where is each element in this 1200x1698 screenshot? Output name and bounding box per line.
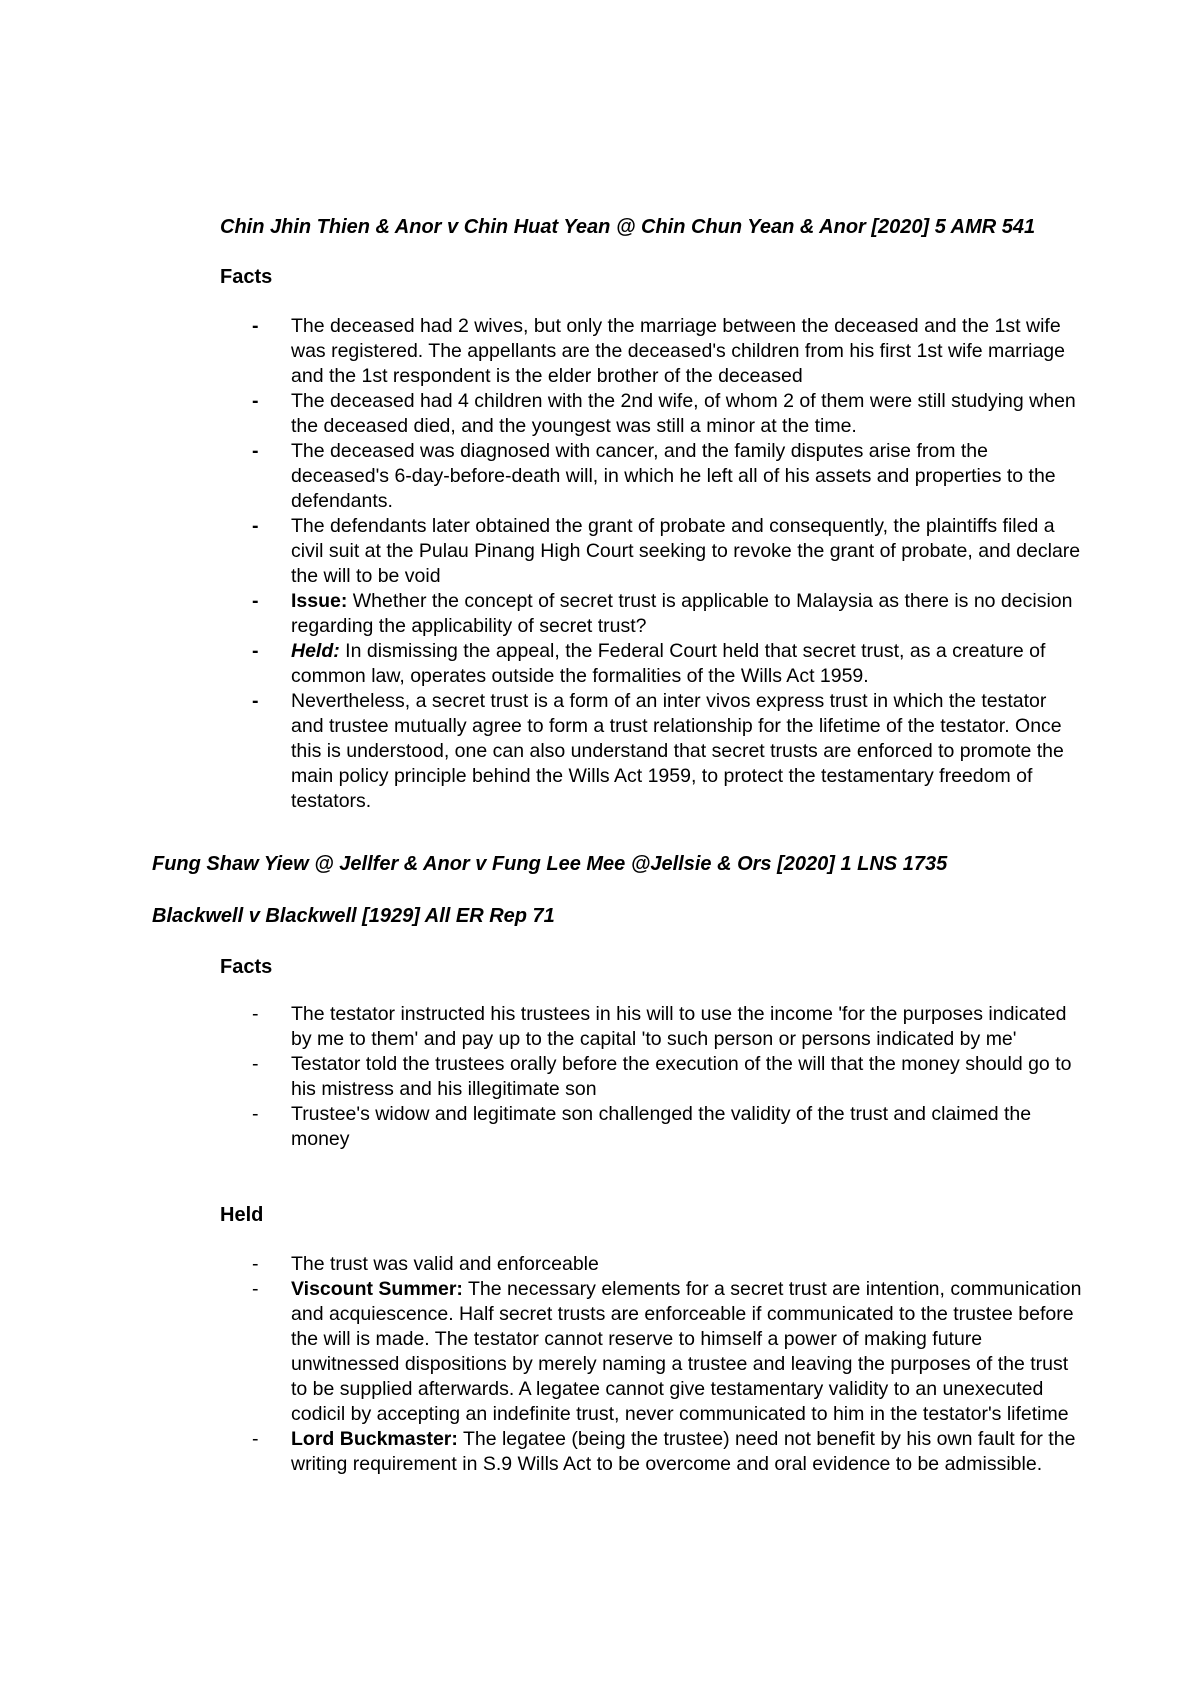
dash-marker: - bbox=[252, 1103, 259, 1125]
dash-marker: - bbox=[252, 1278, 259, 1300]
bullet-text: Whether the concept of secret trust is applicable to Malaysia as there is no decision regarding the applicability of secret trust? bbox=[291, 590, 1073, 637]
bullet-text: The legatee (being the trustee) need not benefit by his own fault for the writing requirement in S.9 Wills Act to be overcome and oral evidence to be admissible. bbox=[291, 1428, 1076, 1475]
dash-marker: - bbox=[252, 1253, 259, 1275]
list-item bbox=[252, 1052, 1082, 1102]
bullet-text: In dismissing the appeal, the Federal Court held that secret trust, as a creature of common law, operates outside the formalities of the Wills Act 1959. bbox=[291, 640, 1046, 687]
case-title-chin-jhin-thien: Chin Jhin Thien & Anor v Chin Huat Yean @ Chin Chun Yean & Anor [2020] 5 AMR 541 bbox=[220, 216, 1036, 238]
bullet-text: The necessary elements for a secret trust are intention, communication and acquiescence. Half secret trusts are enforceable if communicated to the trustee before the will is made. The testator cannot reserve to himself a power of making future unwitnessed dispositions by merely naming a trustee and leaving the purposes of the trust to be supplied afterwards. A legatee cannot give testamentary validity to an unexecuted codicil by accepting an indefinite trust, never communicated to him in the testator's lifetime bbox=[291, 1278, 1082, 1425]
list-item bbox=[252, 514, 1082, 589]
list-item bbox=[252, 689, 1082, 814]
case-title-blackwell: Blackwell v Blackwell [1929] All ER Rep 71 bbox=[152, 905, 555, 927]
bullet-text: Trustee's widow and legitimate son challenged the validity of the trust and claimed the money bbox=[291, 1103, 1032, 1150]
list-item bbox=[252, 1002, 1082, 1052]
list-item bbox=[252, 589, 1082, 639]
bullet-text: The testator instructed his trustees in his will to use the income 'for the purposes indicated by me to them' and pay up to the capital 'to such person or persons indicated by me' bbox=[291, 1003, 1067, 1050]
list-item bbox=[252, 1277, 1082, 1427]
bullet-text: The trust was valid and enforceable bbox=[291, 1253, 599, 1275]
held-label: Held: bbox=[291, 640, 340, 662]
dash-marker: - bbox=[252, 315, 259, 337]
list-item bbox=[252, 1427, 1082, 1477]
list-item bbox=[252, 639, 1082, 689]
bullet-text: The defendants later obtained the grant of probate and consequently, the plaintiffs filed a civil suit at the Pulau Pinang High Court seeking to revoke the grant of probate, and declare the will to be void bbox=[291, 515, 1081, 587]
bullet-text: The deceased had 4 children with the 2nd wife, of whom 2 of them were still studying when the deceased died, and the youngest was still a minor at the time. bbox=[291, 390, 1076, 437]
case-title-fung-shaw-yiew: Fung Shaw Yiew @ Jellfer & Anor v Fung Lee Mee @Jellsie & Ors [2020] 1 LNS 1735 bbox=[152, 853, 948, 875]
dash-marker: - bbox=[252, 1053, 259, 1075]
dash-marker: - bbox=[252, 1428, 259, 1450]
dash-marker: - bbox=[252, 390, 259, 412]
list-item bbox=[252, 1252, 1082, 1277]
issue-label: Issue: bbox=[291, 590, 348, 612]
list-item bbox=[252, 314, 1082, 389]
viscount-summer-label: Viscount Summer: bbox=[291, 1278, 463, 1300]
facts-heading-case1: Facts bbox=[220, 266, 273, 288]
list-item bbox=[252, 1102, 1082, 1152]
bullet-text: Nevertheless, a secret trust is a form of an inter vivos express trust in which the testator and trustee mutually agree to form a trust relationship for the lifetime of the testator. Once this is understood, one can also understand that secret trusts are enforced to promote the main policy principle behind the Wills Act 1959, to protect the testamentary freedom of testators. bbox=[291, 690, 1064, 812]
case3-facts-list bbox=[252, 1002, 1082, 1152]
dash-marker: - bbox=[252, 690, 259, 712]
dash-marker: - bbox=[252, 515, 259, 537]
case1-bullet-list bbox=[252, 314, 1082, 814]
dash-marker: - bbox=[252, 1003, 259, 1025]
list-item bbox=[252, 389, 1082, 439]
list-item bbox=[252, 439, 1082, 514]
held-heading-case3: Held bbox=[220, 1204, 264, 1226]
dash-marker: - bbox=[252, 590, 259, 612]
dash-marker: - bbox=[252, 440, 259, 462]
bullet-text: The deceased had 2 wives, but only the marriage between the deceased and the 1st wife was registered. The appellants are the deceased's children from his first 1st wife marriage and the 1st respondent is the elder brother of the deceased bbox=[291, 315, 1065, 387]
case3-held-list bbox=[252, 1252, 1082, 1477]
lord-buckmaster-label: Lord Buckmaster: bbox=[291, 1428, 458, 1450]
bullet-text: The deceased was diagnosed with cancer, and the family disputes arise from the deceased's 6-day-before-death will, in which he left all of his assets and properties to the defendants. bbox=[291, 440, 1056, 512]
dash-marker: - bbox=[252, 640, 259, 662]
facts-heading-case3: Facts bbox=[220, 956, 273, 978]
bullet-text: Testator told the trustees orally before the execution of the will that the money should go to his mistress and his illegitimate son bbox=[291, 1053, 1072, 1100]
